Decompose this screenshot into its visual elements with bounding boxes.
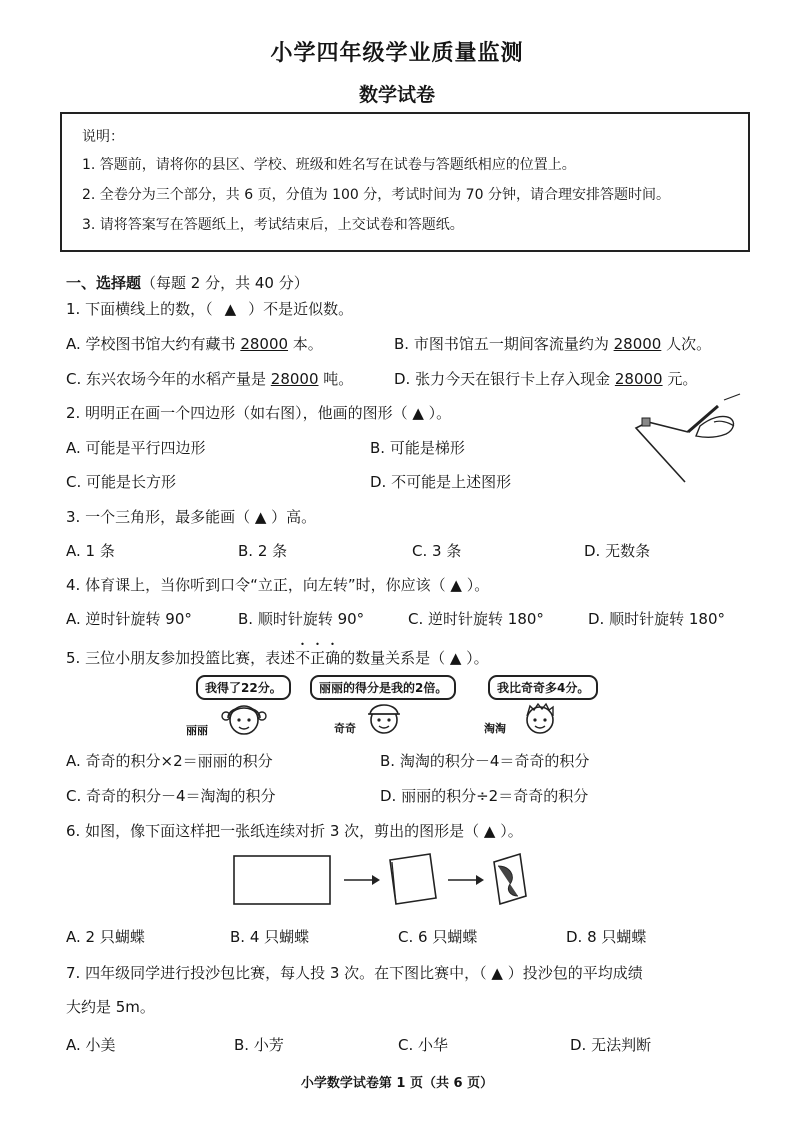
- kid-name-lili: 丽丽: [186, 724, 208, 737]
- q1-option-c: [66, 368, 353, 389]
- exam-subtitle: 数学试卷: [358, 84, 435, 106]
- boy-face-icon: [520, 698, 560, 738]
- q1-d-text: D. 张力今天在银行卡上存入现金: [394, 370, 615, 388]
- q2-option-b: B. 可能是梯形: [370, 439, 465, 457]
- q5-stem-pre: 5. 三位小朋友参加投篮比赛，表述: [66, 649, 296, 667]
- question-4-stem: 4. 体育课上，当你听到口令“立正，向左转”时，你应该（ ▲ ）。: [66, 576, 490, 594]
- question-1-stem: [66, 298, 353, 319]
- instruction-item-3: 3. 请将答案写在答题纸上，考试结束后，上交试卷和答题纸。: [82, 217, 464, 233]
- q5-stem-post: 的数量关系是（ ▲ ）。: [340, 649, 489, 667]
- question-7-stem-line1: 7. 四年级同学进行投沙包比赛，每人投 3 次。在下图比赛中，（ ▲ ）投沙包的平均成绩: [66, 964, 643, 982]
- q1-c-text: C. 东兴农场今年的水稻产量是: [66, 370, 271, 388]
- q1-c-post: 吨。: [318, 370, 354, 388]
- kid-name-taotao: 淘淘: [484, 722, 506, 735]
- instruction-item-1: 1. 答题前，请将你的县区、学校、班级和姓名写在试卷与答题纸相应的位置上。: [82, 157, 576, 173]
- unfolded-paper: [234, 856, 330, 904]
- instructions-heading: 说明：: [82, 129, 124, 145]
- question-2-stem: 2. 明明正在画一个四边形（如右图），他画的图形（ ▲ ）。: [66, 404, 452, 422]
- q5-option-b: B. 淘淘的积分－4＝奇奇的积分: [380, 752, 590, 770]
- q3-option-b: B. 2 条: [238, 542, 288, 560]
- question-6-stem: 6. 如图，像下面这样把一张纸连续对折 3 次，剪出的图形是（ ▲ ）。: [66, 822, 523, 840]
- q4-option-c: C. 逆时针旋转 180°: [408, 610, 544, 628]
- q1-stem-pre: 1. 下面横线上的数，（: [66, 300, 213, 318]
- q1-option-b: [394, 333, 711, 354]
- answer-mark: ▲: [224, 300, 237, 318]
- question-5-stem: [66, 640, 489, 668]
- question-3-stem: 3. 一个三角形，最多能画（ ▲ ）高。: [66, 508, 317, 526]
- speech-bubble-taotao: 我比奇奇多4分。: [488, 675, 598, 700]
- q4-option-b: B. 顺时针旋转 90°: [238, 610, 365, 628]
- section-note: （每题 2 分，共 40 分）: [141, 274, 309, 292]
- q3-option-d: D. 无数条: [584, 542, 651, 560]
- q6-option-b: B. 4 只蝴蝶: [230, 928, 310, 946]
- speech-bubble-qiqi: 丽丽的得分是我的2倍。: [310, 675, 456, 700]
- section-heading: [66, 272, 309, 293]
- page-footer: 小学数学试卷第 1 页（共 6 页）: [300, 1076, 494, 1091]
- q2-option-a: A. 可能是平行四边形: [66, 439, 206, 457]
- folded-paper-1: [390, 854, 436, 904]
- q2-option-c: C. 可能是长方形: [66, 473, 177, 491]
- q1-b-number: 28000: [613, 335, 662, 353]
- girl-face-icon: [222, 698, 266, 738]
- quadrilateral-drawing-figure: [630, 392, 740, 484]
- speech-bubble-lili: 我得了22分。: [196, 675, 291, 700]
- exam-title: 小学四年级学业质量监测: [270, 41, 524, 66]
- instructions-box: [60, 112, 750, 252]
- q6-option-c: C. 6 只蝴蝶: [398, 928, 478, 946]
- q5-option-a: A. 奇奇的积分×2＝丽丽的积分: [66, 752, 273, 770]
- q1-stem-post: ）不是近似数。: [248, 300, 354, 318]
- q5-option-c: C. 奇奇的积分－4＝淘淘的积分: [66, 787, 276, 805]
- q7-option-a: A. 小美: [66, 1036, 116, 1054]
- q1-a-post: 本。: [288, 335, 323, 353]
- q3-option-c: C. 3 条: [412, 542, 462, 560]
- question-7-stem-line2: 大约是 5m。: [66, 998, 155, 1016]
- q7-option-b: B. 小芳: [234, 1036, 284, 1054]
- q1-a-text: A. 学校图书馆大约有藏书: [66, 335, 241, 353]
- paper-folding-diagram: [230, 852, 550, 908]
- q6-option-a: A. 2 只蝴蝶: [66, 928, 145, 946]
- q7-option-d: D. 无法判断: [570, 1036, 652, 1054]
- q4-option-a: A. 逆时针旋转 90°: [66, 610, 192, 628]
- q1-option-d: [394, 368, 697, 389]
- q1-d-post: 元。: [662, 370, 698, 388]
- kid-name-qiqi: 奇奇: [334, 722, 356, 735]
- q1-d-number: 28000: [614, 370, 663, 388]
- instruction-item-2: 2. 全卷分为三个部分，共 6 页，分值为 100 分，考试时间为 70 分钟，请合理安排答题时间。: [82, 187, 670, 203]
- q1-a-number: 28000: [240, 335, 289, 353]
- section-title: 一、选择题: [66, 274, 142, 292]
- q1-b-text: B. 市图书馆五一期间客流量约为: [394, 335, 614, 353]
- q4-option-d: D. 顺时针旋转 180°: [588, 610, 725, 628]
- q5-stem-emphasis: 不正确: [295, 649, 341, 667]
- q6-option-d: D. 8 只蝴蝶: [566, 928, 647, 946]
- q1-option-a: [66, 333, 323, 354]
- q7-option-c: C. 小华: [398, 1036, 449, 1054]
- q1-c-number: 28000: [270, 370, 319, 388]
- boy-cap-face-icon: [364, 698, 404, 738]
- q2-option-d: D. 不可能是上述图形: [370, 473, 512, 491]
- q1-b-post: 人次。: [661, 335, 712, 353]
- q3-option-a: A. 1 条: [66, 542, 115, 560]
- q5-option-d: D. 丽丽的积分÷2＝奇奇的积分: [380, 787, 589, 805]
